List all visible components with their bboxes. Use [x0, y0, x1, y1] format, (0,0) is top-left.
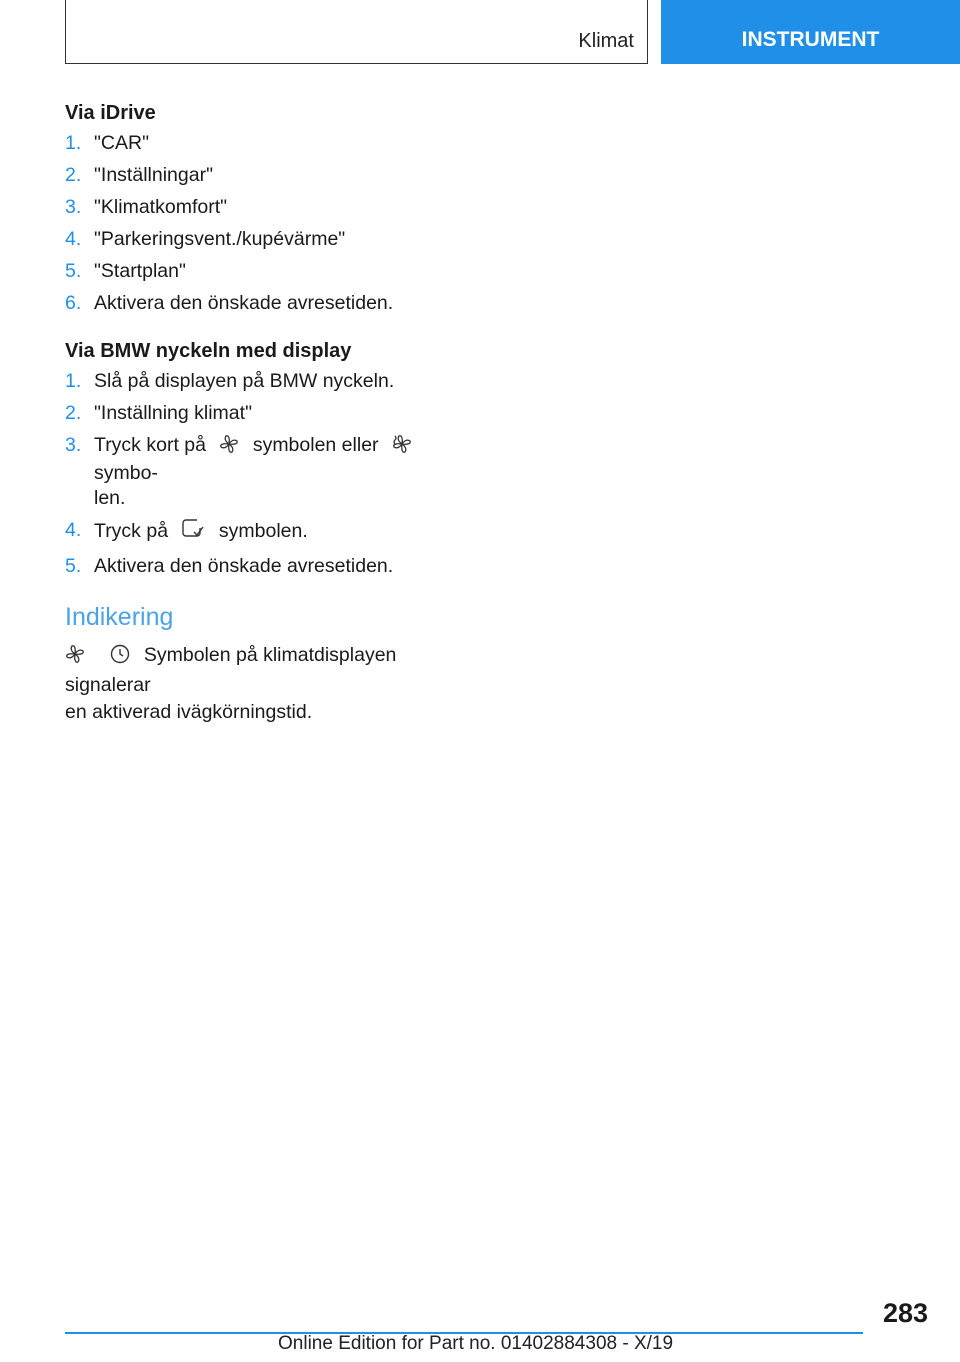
step-text: "Inställningar" [94, 164, 213, 186]
list-item [65, 401, 475, 426]
step-text: Aktivera den önskade avresetiden. [94, 555, 394, 577]
list-item [65, 163, 475, 188]
fan-icon [65, 644, 85, 672]
step-number: 3. [65, 196, 82, 218]
subhead-via-idrive: Via iDrive [65, 102, 156, 124]
step-text: Aktivera den önskade avresetiden. [94, 292, 394, 314]
step-number: 1. [65, 370, 82, 392]
step-number: 4. [65, 228, 82, 250]
step-text: "Startplan" [94, 260, 186, 282]
indikering-text [65, 642, 475, 726]
main-content [65, 102, 475, 726]
list-item [65, 291, 475, 316]
step-text: "Klimatkomfort" [94, 196, 228, 218]
step-number: 6. [65, 292, 82, 314]
clock-icon [110, 644, 130, 672]
step-text: "Parkeringsvent./kupévärme" [94, 228, 346, 250]
header-chapter-tab [661, 0, 960, 64]
fan-icon [219, 434, 239, 461]
step-text: symbolen. [218, 520, 308, 542]
step-number: 5. [65, 555, 82, 577]
step-number: 2. [65, 164, 82, 186]
step-number: 2. [65, 402, 82, 424]
list-item [65, 227, 475, 252]
idrive-steps [65, 131, 475, 316]
header-chapter-label: INSTRUMENT [741, 28, 880, 51]
header-frame [65, 0, 648, 64]
step-number: 3. [65, 434, 82, 456]
step-number: 4. [65, 519, 82, 541]
page-number: 283 [882, 1298, 928, 1328]
section-title-indikering: Indikering [65, 603, 174, 631]
step-text: len. [94, 487, 126, 509]
step-number: 1. [65, 132, 82, 154]
step-text: Tryck kort på [94, 434, 206, 456]
list-item [65, 518, 475, 547]
step-text: symbolen eller [252, 434, 379, 456]
indikering-line1: Symbolen på klimatdisplayen signalerar [65, 644, 397, 696]
header-section-title: Klimat [578, 30, 634, 52]
list-item [65, 195, 475, 220]
step-number: 5. [65, 260, 82, 282]
subhead-via-key: Via BMW nyckeln med display [65, 340, 352, 362]
list-item [65, 554, 475, 579]
step-text: Slå på displayen på BMW nyckeln. [94, 370, 395, 392]
indikering-line2: en aktiverad ivägkörningstid. [65, 701, 313, 723]
step-text: "Inställning klimat" [94, 402, 252, 424]
confirm-icon [181, 518, 205, 547]
step-text: "CAR" [94, 132, 150, 154]
list-item [65, 433, 475, 511]
fan-heat-icon [392, 434, 412, 461]
footer-edition: Online Edition for Part no. 01402884308 - X/19 [278, 1333, 674, 1354]
step-text: symbo‐ [94, 462, 158, 484]
step-text: Tryck på [94, 520, 169, 542]
list-item [65, 259, 475, 284]
list-item [65, 131, 475, 156]
key-steps [65, 369, 475, 579]
list-item [65, 369, 475, 394]
